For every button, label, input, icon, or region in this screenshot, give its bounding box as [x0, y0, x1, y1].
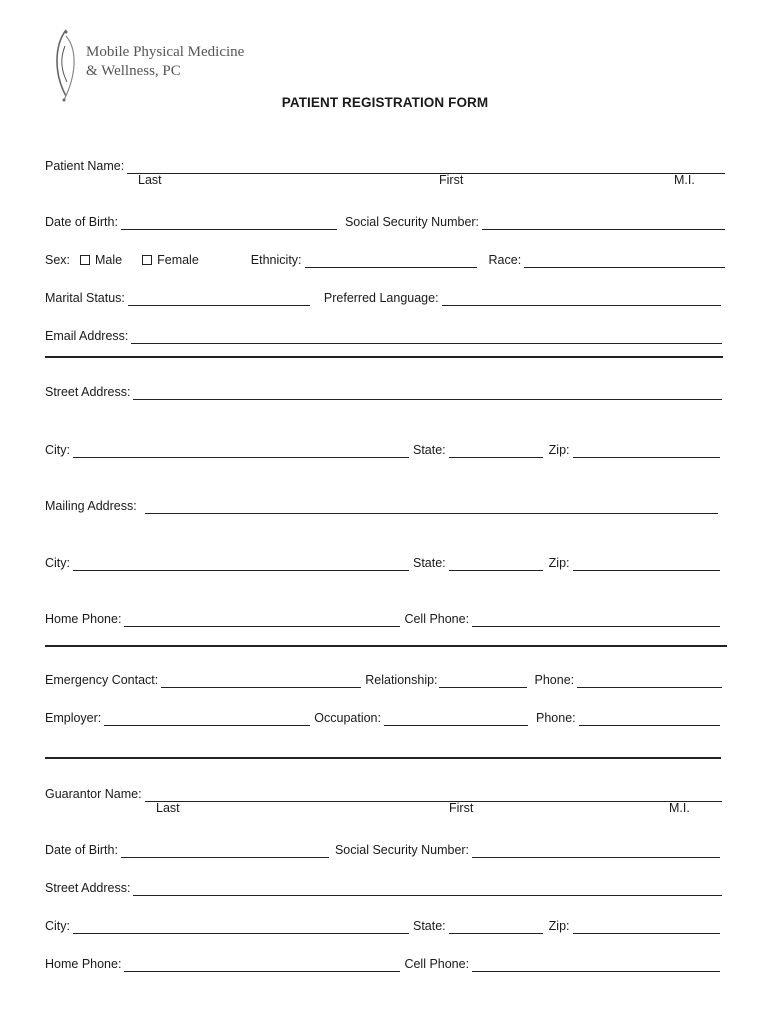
patient-dob-row — [45, 210, 725, 230]
female-checkbox[interactable] — [142, 255, 152, 265]
guarantor-ssn-label: Social Security Number: — [334, 843, 470, 857]
street-address-label: Street Address: — [45, 385, 131, 399]
guarantor-name-label: Guarantor Name: — [45, 787, 142, 801]
emergency-contact-field[interactable] — [161, 673, 361, 688]
guarantor-phone-row — [45, 952, 725, 972]
mailing-city-row — [45, 551, 725, 571]
relationship-field[interactable] — [439, 673, 527, 688]
patient-ethnicity-field[interactable] — [305, 253, 477, 268]
mailing-address-field[interactable] — [145, 499, 718, 514]
zip-label: Zip: — [548, 443, 570, 457]
guarantor-zip-label: Zip: — [548, 919, 570, 933]
patient-sex-label: Sex: — [45, 253, 71, 267]
phone-row — [45, 607, 725, 627]
employer-label: Employer: — [45, 711, 102, 725]
mailing-city-field[interactable] — [73, 556, 409, 571]
occupation-field[interactable] — [384, 711, 528, 726]
guarantor-home-phone-field[interactable] — [124, 957, 400, 972]
street-address-row — [45, 380, 725, 400]
female-label: Female — [157, 253, 199, 267]
patient-email-field[interactable] — [131, 329, 722, 344]
patient-sex-row — [45, 248, 725, 268]
guarantor-last-caption: Last — [156, 801, 180, 815]
cell-phone-field[interactable] — [472, 612, 720, 627]
employer-phone-field[interactable] — [579, 711, 720, 726]
guarantor-mi-caption: M.I. — [669, 801, 690, 815]
patient-language-field[interactable] — [442, 291, 721, 306]
clinic-name-line2: & Wellness, PC — [86, 63, 181, 79]
guarantor-ssn-field[interactable] — [472, 843, 720, 858]
patient-last-caption: Last — [138, 173, 162, 187]
patient-name-label: Patient Name: — [45, 159, 125, 173]
patient-ssn-field[interactable] — [482, 215, 725, 230]
patient-marital-label: Marital Status: — [45, 291, 125, 305]
guarantor-home-phone-label: Home Phone: — [45, 957, 122, 971]
section-divider-2 — [45, 645, 727, 647]
patient-email-row — [45, 324, 725, 344]
guarantor-dob-label: Date of Birth: — [45, 843, 118, 857]
patient-marital-row — [45, 286, 725, 306]
male-label: Male — [95, 253, 123, 267]
section-divider-3 — [45, 757, 721, 759]
guarantor-name-field[interactable] — [145, 787, 722, 802]
form-title: PATIENT REGISTRATION FORM — [281, 95, 489, 110]
employer-row — [45, 706, 725, 726]
patient-dob-field[interactable] — [121, 215, 337, 230]
cell-phone-label: Cell Phone: — [404, 612, 470, 626]
clinic-name — [86, 43, 244, 81]
employer-field[interactable] — [104, 711, 310, 726]
guarantor-city-field[interactable] — [73, 919, 409, 934]
guarantor-name-row — [45, 782, 725, 802]
clinic-logo — [52, 26, 245, 106]
guarantor-zip-field[interactable] — [573, 919, 720, 934]
mailing-state-label: State: — [413, 556, 446, 570]
mailing-address-row — [45, 494, 725, 514]
emergency-contact-row — [45, 668, 725, 688]
guarantor-city-row — [45, 914, 725, 934]
patient-ethnicity-label: Ethnicity: — [250, 253, 302, 267]
guarantor-cell-phone-label: Cell Phone: — [404, 957, 470, 971]
patient-name-row — [45, 154, 725, 174]
emergency-phone-label: Phone: — [534, 673, 575, 687]
patient-dob-label: Date of Birth: — [45, 215, 118, 229]
employer-phone-label: Phone: — [536, 711, 576, 725]
patient-marital-field[interactable] — [128, 291, 310, 306]
city-field[interactable] — [73, 443, 409, 458]
state-field[interactable] — [449, 443, 543, 458]
guarantor-street-label: Street Address: — [45, 881, 131, 895]
guarantor-first-caption: First — [449, 801, 474, 815]
patient-race-label: Race: — [488, 253, 522, 267]
male-option[interactable] — [80, 252, 122, 268]
emergency-phone-field[interactable] — [577, 673, 722, 688]
patient-ssn-label: Social Security Number: — [344, 215, 480, 229]
section-divider-1 — [45, 356, 723, 358]
guarantor-city-label: City: — [45, 919, 70, 933]
female-option[interactable] — [142, 252, 199, 268]
guarantor-street-row — [45, 876, 725, 896]
occupation-label: Occupation: — [314, 711, 381, 725]
mailing-state-field[interactable] — [449, 556, 543, 571]
state-label: State: — [413, 443, 446, 457]
mailing-zip-label: Zip: — [548, 556, 570, 570]
male-checkbox[interactable] — [80, 255, 90, 265]
guarantor-dob-field[interactable] — [121, 843, 329, 858]
relationship-label: Relationship: — [365, 673, 438, 687]
patient-email-label: Email Address: — [45, 329, 129, 343]
street-address-field[interactable] — [133, 385, 722, 400]
clinic-name-line1: Mobile Physical Medicine — [86, 44, 245, 60]
mailing-city-label: City: — [45, 556, 70, 570]
home-phone-field[interactable] — [124, 612, 400, 627]
home-phone-label: Home Phone: — [45, 612, 122, 626]
leaf-logo-icon — [52, 26, 86, 104]
emergency-contact-label: Emergency Contact: — [45, 673, 159, 687]
guarantor-state-label: State: — [413, 919, 446, 933]
guarantor-state-field[interactable] — [449, 919, 543, 934]
patient-race-field[interactable] — [524, 253, 725, 268]
guarantor-cell-phone-field[interactable] — [472, 957, 720, 972]
patient-language-label: Preferred Language: — [323, 291, 439, 305]
city-row — [45, 438, 725, 458]
guarantor-street-field[interactable] — [133, 881, 722, 896]
patient-name-field[interactable] — [127, 159, 725, 174]
mailing-address-label: Mailing Address: — [45, 499, 137, 513]
patient-mi-caption: M.I. — [674, 173, 695, 187]
city-label: City: — [45, 443, 70, 457]
zip-field[interactable] — [573, 443, 720, 458]
mailing-zip-field[interactable] — [573, 556, 720, 571]
guarantor-dob-row — [45, 838, 725, 858]
patient-first-caption: First — [439, 173, 464, 187]
